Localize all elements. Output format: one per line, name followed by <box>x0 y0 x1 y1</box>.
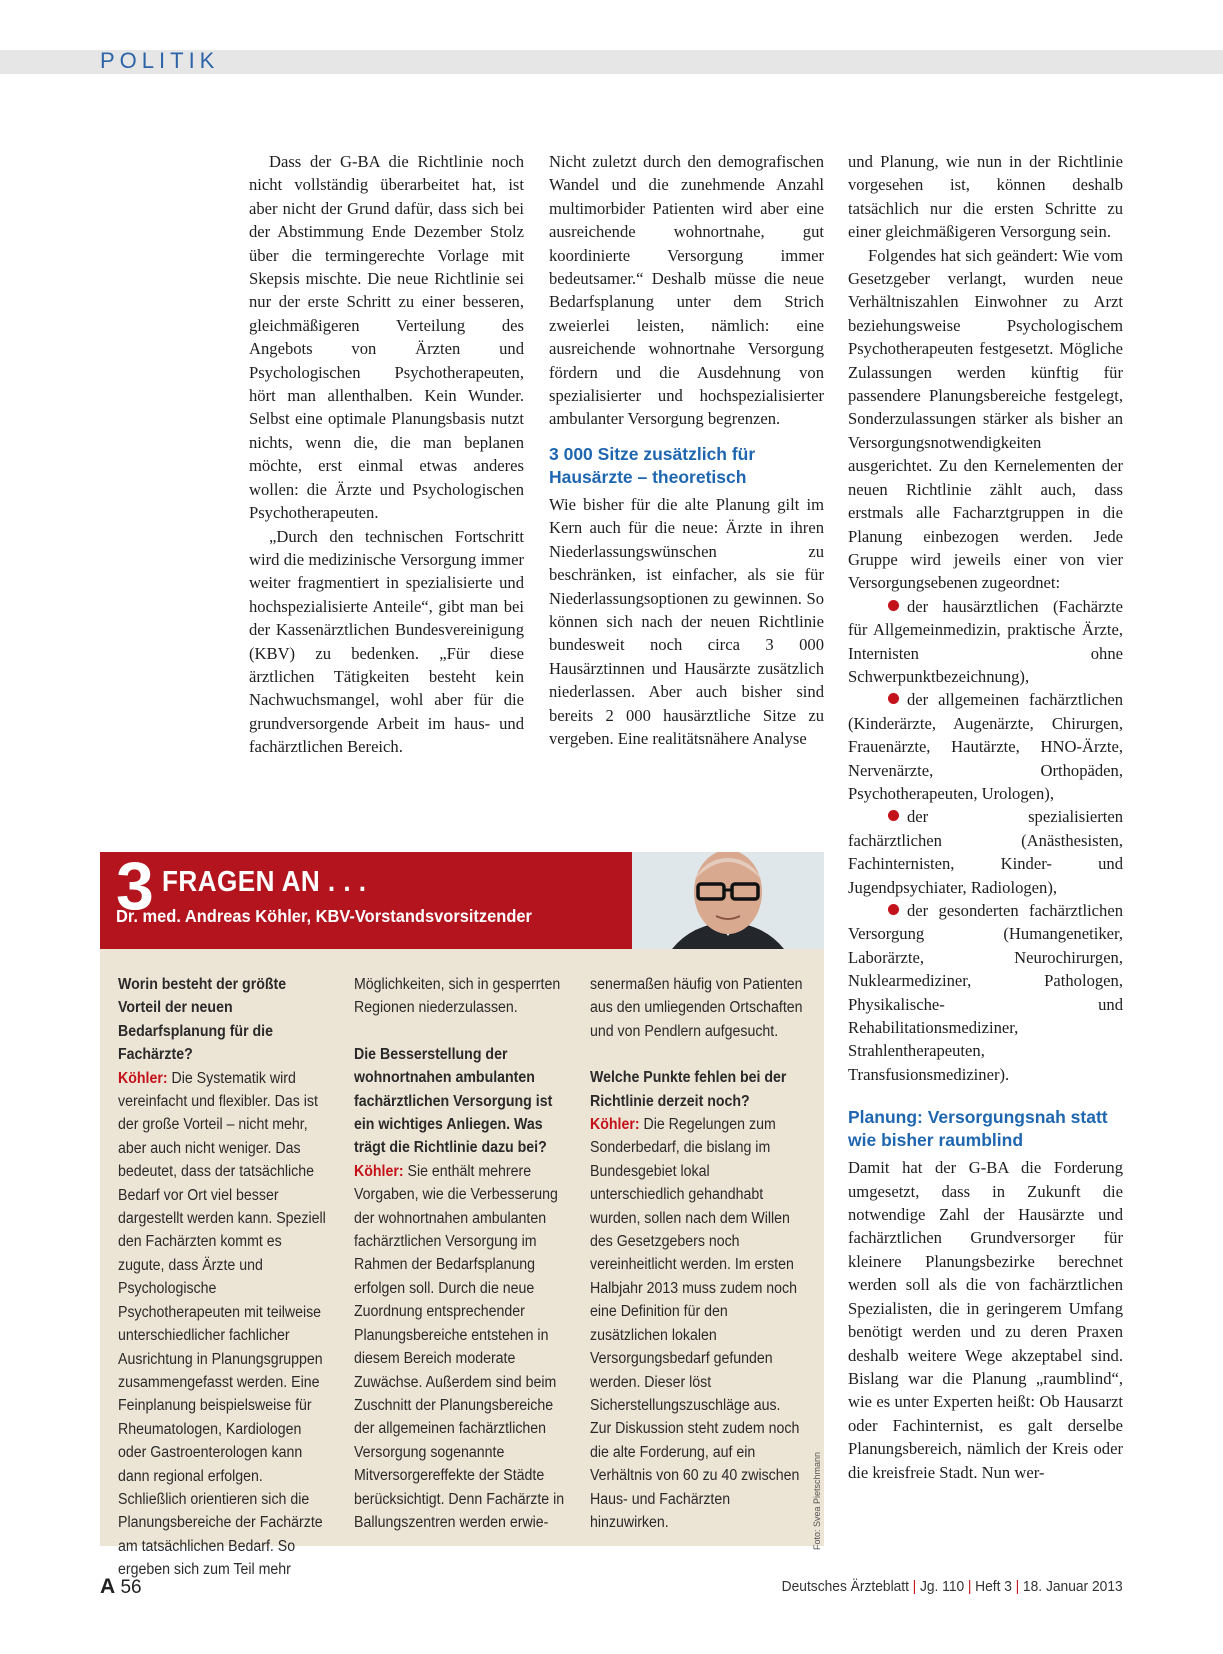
section-heading: 3 000 Sitze zusätzlich für Hausärzte – theoretisch <box>549 443 756 487</box>
interview-question: Worin besteht der größte Vorteil der neuen Bedarfsplanung für die Fachärzte? <box>118 976 287 1064</box>
journal-volume: Jg. 110 <box>920 1578 965 1595</box>
body-paragraph: Damit hat der G-BA die Forderung umgesetzt, dass in Zukunft die notwendige Zahl der Hausärzte und fachärztlichen Grundversorger für kleinere Planungsbezirke berechnet werden soll als die von fachärztlichen Spezialisten, die in geringerem Umfang benötigt werden und zu deren Praxen deshalb weitere Wege akzeptabel sind. Bislang war die Planung „raumblind“, wie es unter Experten heißt: Ob Hausarzt oder Fachinternist, es galt derselbe Planungsbereich, nämlich der Kreis oder die kreisfreie Stadt. Nun wer- <box>848 1158 1123 1482</box>
interview-box <box>100 949 824 1579</box>
interview-subtitle: Dr. med. Andreas Köhler, KBV-Vorstandsvorsitzender <box>116 906 532 926</box>
section-label: POLITIK <box>100 48 220 73</box>
page-prefix: A <box>100 1575 116 1598</box>
journal-info: Deutsches Ärzteblatt | Jg. 110 | Heft 3 | 18. Januar 2013 <box>781 1578 1123 1595</box>
photo-credit: Foto: Svea Pietschmann <box>812 1451 822 1550</box>
answer-text: Die Systematik wird vereinfacht und flexibler. Das ist der große Vorteil – nicht mehr, aber auch nicht weniger. Das bedeutet, dass der tatsächliche Bedarf vor Ort viel besser dargestellt werden kann. Speziell den Fachärzten kommt es zugute, dass Ärzte und Psychologische Psychotherapeuten mit teilweise unterschiedlicher fachlicher Ausrichtung in Planungsgruppen zusammengefasst werden. Eine Feinplanung beispielsweise für Rheumatologen, Kardiologen oder Gastroenterologen kann dann regional erfolgen. Schließlich orientieren sich die Planungsbereiche der Fachärzte am tatsächlichen Bedarf. So ergeben sich zum Teil mehr <box>118 1069 326 1579</box>
bullet-text: der spezialisierten fachärztlichen (Anästhesisten, Fachinternisten, Kinder- und Jugendpsychiater, Radiologen), <box>848 807 1123 897</box>
interview-column-1 <box>118 973 330 1582</box>
interview-title: FRAGEN AN . . . <box>162 866 367 898</box>
bullet-icon <box>888 904 899 915</box>
bullet-text: der hausärztlichen (Fachärzte für Allgemeinmedizin, praktische Ärzte, Internisten ohne Schwerpunktbezeichnung), <box>848 596 1123 686</box>
answer-continuation: Möglichkeiten, sich in gesperrten Regionen niederzulassen. <box>354 976 561 1017</box>
interview-header <box>100 848 632 949</box>
speaker-label: Köhler: <box>118 1069 168 1087</box>
body-paragraph: Nicht zuletzt durch den demografischen Wandel und die zunehmende Anzahl multimorbider Patienten wird aber eine ausreichende wohnortnahe, gut koordinierte Versorgung immer bedeutsamer.“ Deshalb müsse die neue Bedarfsplanung unter dem Strich zweierlei leisten, nämlich: eine ausreichende wohnortnahe Versorgung fördern und die Ausdehnung von spezialisierter und hochspezialisierter ambulanter Versorgung begrenzen. <box>549 152 824 429</box>
interview-column-3 <box>590 973 805 1534</box>
answer-text: Die Regelungen zum Sonderbedarf, die bislang im Bundesgebiet lokal unterschiedlich gehandhabt wurden, sollen nach dem Willen des Gesetzgebers noch vereinheitlicht werden. Im ersten Halbjahr 2013 muss zudem noch eine Definition für den zusätzlichen lokalen Versorgungsbedarf gefunden werden. Dieser löst Sicherstellungszuschläge aus. Zur Diskussion steht zudem noch die alte Forderung, auf ein Verhältnis von 60 zu 40 zwischen Haus- und Fachärzten hinzuwirken. <box>590 1116 800 1531</box>
section-heading: Planung: Versorgungsnah statt wie bisher raumblind <box>848 1107 1108 1151</box>
bullet-icon <box>888 600 899 611</box>
interview-answer <box>354 1160 569 1535</box>
answer-text: Sie enthält mehrere Vorgaben, wie die Verbesserung der wohnortnahen ambulanten fachärztlichen Versorgung im Rahmen der Bedarfsplanung erfolgen soll. Durch die neue Zuordnung entsprechender Planungsbereiche entstehen in diesem Bereich moderate Zuwächse. Außerdem sind beim Zuschnitt der Planungsbereiche der allgemeinen fachärztlichen Versorgung sogenannte Mitversorgereffekte der Städte berücksichtigt. Denn Fachärzte in Ballungszentren werden erwie- <box>354 1162 565 1531</box>
body-paragraph: Folgendes hat sich geändert: Wie vom Gesetzgeber verlangt, wurden neue Verhältniszahlen Einwohner zu Arzt beziehungsweise Psychologischem Psychotherapeuten festgesetzt. Mögliche Zulassungen werden künftig für passendere Planungsbereiche festgelegt, Sonderzulassungen stärker als bisher an Versorgungsnotwendigkeiten ausgerichtet. Zu den Kernelementen der neuen Richtlinie zählt auch, dass erstmals alle Facharztgruppen in die Planung einbezogen werden. Jede Gruppe wird jeweils einer von vier Versorgungsebenen zugeordnet: <box>848 245 1123 593</box>
bullet-text: der allgemeinen fachärztlichen (Kinderärzte, Augenärzte, Chirurgen, Frauenärzte, Hautärzte, HNO-Ärzte, Nervenärzte, Orthopäden, Psychotherapeuten, Urologen), <box>848 690 1123 803</box>
article-column-3 <box>848 150 1123 1484</box>
bullet-item <box>848 595 1123 689</box>
interview-question: Die Besserstellung der wohnortnahen ambulanten fachärztlichen Versorgung ist ein wichtiges Anliegen. Was trägt die Richtlinie dazu bei? <box>354 1045 553 1157</box>
journal-date: 18. Januar 2013 <box>1023 1578 1123 1595</box>
page-number <box>100 1575 142 1599</box>
portrait-photo-image <box>632 852 824 949</box>
bullet-item <box>848 688 1123 805</box>
body-paragraph: Dass der G-BA die Richtlinie noch nicht vollständig überarbeitet hat, ist aber nicht der Grund dafür, dass sich bei der Abstimmung Ende Dezember Stolz über die termingerechte Vorlage mit Skepsis mischte. Die neue Richtlinie sei nur der erste Schritt zu einer besseren, gleichmäßigeren Verteilung des Angebots von Ärzten und Psychologischen Psychotherapeuten, hört man allenthalben. Kein Wunder. Selbst eine optimale Planungsbasis nutzt nichts, wenn die, die man beplanen möchte, erst einmal etwas anderes wollen: die Ärzte und Psychologischen Psychotherapeuten. <box>249 152 524 523</box>
article-column-2 <box>549 150 824 750</box>
body-paragraph: und Planung, wie nun in der Richtlinie vorgesehen ist, können deshalb tatsächlich nur die ersten Schritte zu einer gleichmäßigeren Versorgung sein. <box>848 152 1123 242</box>
answer-continuation: senermaßen häufig von Patienten aus den umliegenden Ortschaften und von Pendlern aufgesucht. <box>590 976 803 1040</box>
portrait-photo <box>632 852 824 949</box>
interview-answer <box>590 1113 805 1534</box>
bullet-item <box>848 805 1123 899</box>
bullet-icon <box>888 810 899 821</box>
interview-answer <box>118 1067 330 1582</box>
speaker-label: Köhler: <box>590 1116 640 1134</box>
interview-question: Welche Punkte fehlen bei der Richtlinie derzeit noch? <box>590 1069 787 1110</box>
bullet-item <box>848 899 1123 1086</box>
bullet-icon <box>888 693 899 704</box>
speaker-label: Köhler: <box>354 1162 404 1180</box>
journal-issue: Heft 3 <box>975 1578 1013 1595</box>
interview-column-2 <box>354 973 569 1534</box>
bullet-text: der gesonderten fachärztlichen Versorgung (Humangenetiker, Laborärzte, Neurochirurgen, Nuklearmediziner, Pathologen, Physikalische- und Rehabilitationsmediziner, Strahlentherapeuten, Transfusionsmediziner). <box>848 901 1123 1084</box>
journal-name: Deutsches Ärzteblatt <box>781 1578 910 1595</box>
body-paragraph: „Durch den technischen Fortschritt wird die medizinische Versorgung immer weiter fragmentiert in spezialisierte und hochspezialisierte Anteile“, gibt man bei der Kassenärztlichen Bundesvereinigung (KBV) zu bedenken. „Für diese ärztlichen Tätigkeiten besteht kein Nachwuchsmangel, wohl aber für die grundversorgende Arbeit im haus- und fachärztlichen Bereich. <box>249 526 524 757</box>
body-paragraph: Wie bisher für die alte Planung gilt im Kern auch für die neue: Ärzte in ihren Niederlassungswünschen zu beschränken, ist einfacher, als sie für Niederlassungsoptionen zu gewinnen. So können sich nach der neuen Richtlinie bundesweit noch circa 3 000 Hausärztinnen und Hausärzte zusätzlich niederlassen. Aber auch bisher sind bereits 2 000 hausärztliche Sitze zu vergeben. Eine realitätsnähere Analyse <box>549 494 824 748</box>
interview-number: 3 <box>116 848 154 924</box>
page-number-value: 56 <box>120 1577 142 1598</box>
article-column-1 <box>249 150 524 759</box>
